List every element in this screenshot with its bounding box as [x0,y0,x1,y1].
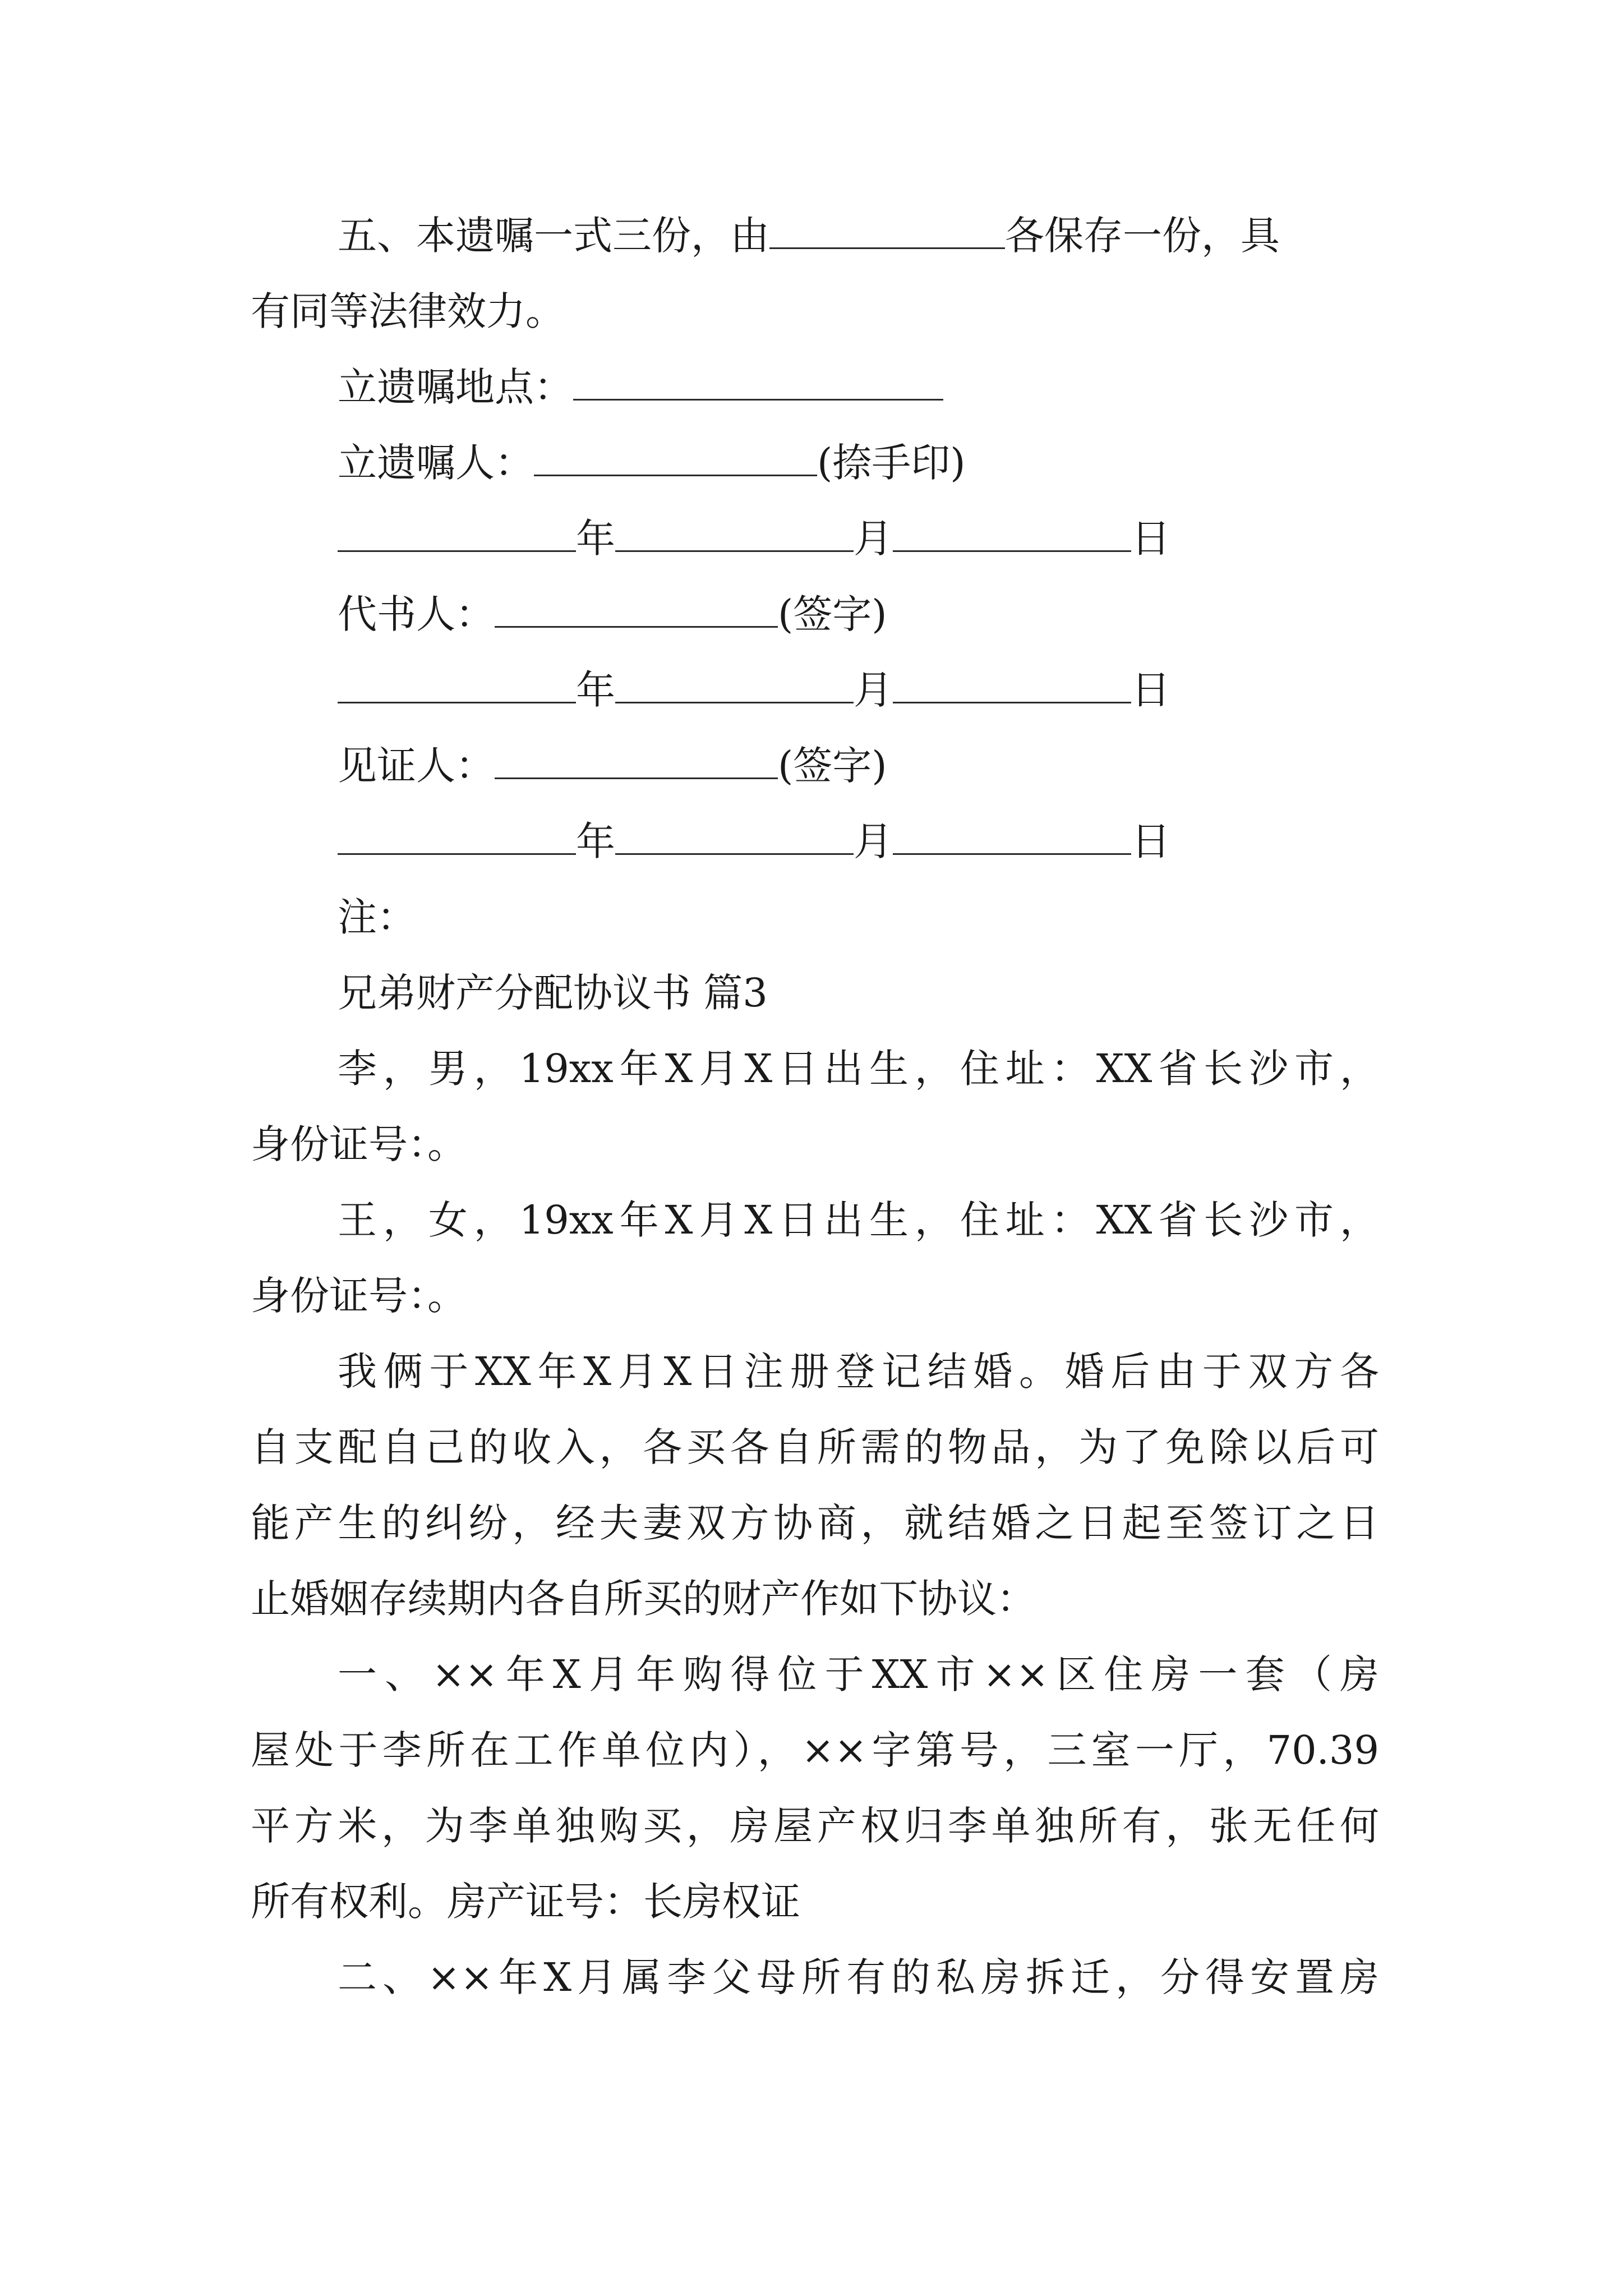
testator-row [338,436,966,490]
clause1-line: 平方米，为李单独购买，房屋产权归李单独所有，张无任何 [251,1803,1379,1849]
year-blank[interactable] [338,516,576,552]
year-label: 年 [576,667,615,713]
will-place-label: 立遗嘱地点： [338,364,573,410]
year-label: 年 [576,818,615,864]
witness-label: 见证人： [338,743,495,789]
testator-suffix: (捺手印) [817,440,966,486]
witness-suffix: (签字) [778,743,887,789]
item5-text-part1: 五、本遗嘱一式三份，由 [338,213,769,259]
testator-blank[interactable] [534,440,817,476]
party-wang-line1: 王，女，19xx年X月X日出生，住址：XX省长沙市， [338,1197,1379,1243]
month-label: 月 [854,818,893,864]
scribe-blank[interactable] [495,591,778,628]
day-blank[interactable] [893,818,1131,855]
item5-line1 [338,209,1280,263]
item5-line2: 有同等法律效力。 [251,288,565,334]
month-label: 月 [854,516,893,562]
intro-line: 能产生的纠纷，经夫妻双方协商，就结婚之日起至签订之日 [251,1500,1379,1546]
testator-label: 立遗嘱人： [338,440,534,486]
party-li-line2: 身份证号：。 [251,1121,467,1167]
day-label: 日 [1131,667,1170,713]
intro-line: 止婚姻存续期内各自所买的财产作如下协议： [251,1576,1036,1622]
clause1-line: 屋处于李所在工作单位内），××字第号，三室一厅，70.39 [251,1727,1379,1773]
month-blank[interactable] [615,667,854,703]
witness-blank[interactable] [495,743,778,779]
clause2-line: 二、××年X月属李父母所有的私房拆迁，分得安置房 [338,1954,1379,2000]
scribe-row [338,587,887,641]
party-wang-line2: 身份证号：。 [251,1273,467,1319]
will-place-blank[interactable] [573,364,943,401]
day-blank[interactable] [893,516,1131,552]
clause1-line: 一、××年X月年购得位于XX市××区住房一套（房 [338,1651,1379,1697]
month-blank[interactable] [615,818,854,855]
witness-date-row [338,815,1170,868]
intro-line: 自支配自己的收入，各买各自所需的物品，为了免除以后可 [251,1424,1379,1470]
witness-row [338,739,887,793]
day-label: 日 [1131,818,1170,864]
day-label: 日 [1131,516,1170,562]
scribe-suffix: (签字) [778,591,887,637]
testator-date-row [338,512,1170,565]
intro-line: 我俩于XX年X月X日注册登记结婚。婚后由于双方各 [338,1349,1379,1395]
scribe-date-row [338,663,1170,717]
year-label: 年 [576,516,615,562]
day-blank[interactable] [893,667,1131,703]
custodian-blank[interactable] [769,213,1005,249]
month-label: 月 [854,667,893,713]
section-title: 兄弟财产分配协议书 篇3 [338,970,768,1016]
note-label: 注： [338,894,416,940]
item5-text-part2: 各保存一份，具 [1005,213,1280,259]
scribe-label: 代书人： [338,591,495,637]
year-blank[interactable] [338,818,576,855]
month-blank[interactable] [615,516,854,552]
will-place-row [338,360,943,414]
party-li-line1: 李，男，19xx年X月X日出生，住址：XX省长沙市， [338,1046,1379,1092]
year-blank[interactable] [338,667,576,703]
clause1-line: 所有权利。房产证号：长房权证 [251,1879,800,1925]
